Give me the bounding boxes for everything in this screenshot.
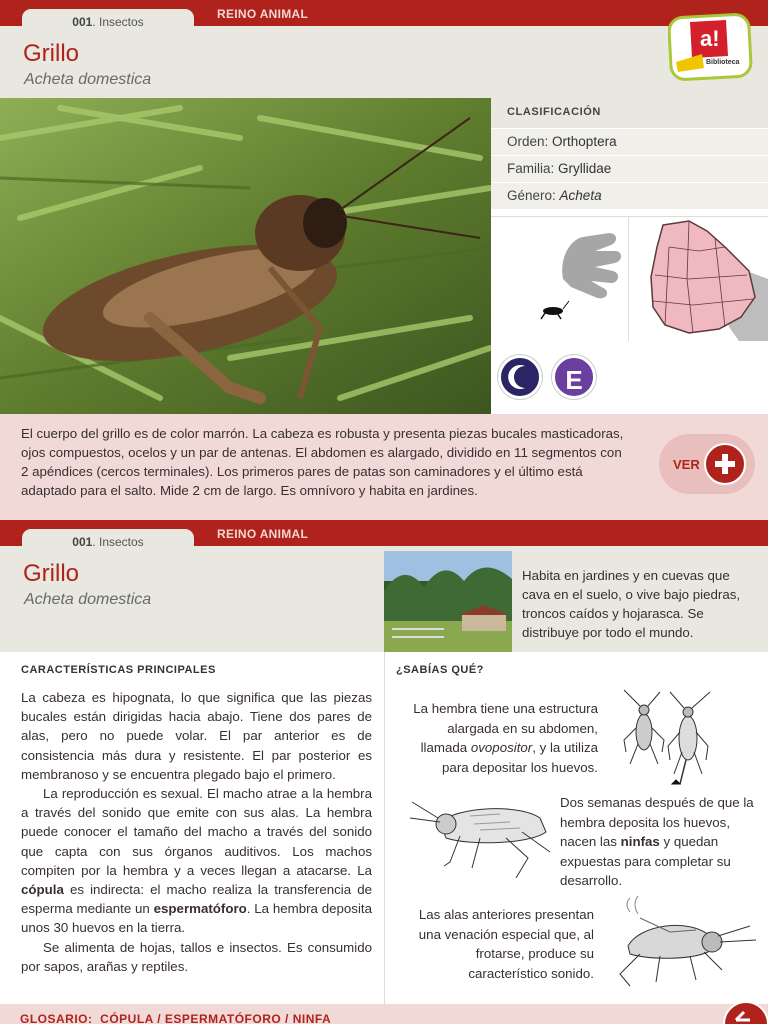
ver-label: VER xyxy=(673,457,700,472)
classification-order: Orden: Orthoptera xyxy=(491,128,768,155)
fact-wings-sound: Las alas anteriores presentan una venación especial que, al frotarse, produce su característico sonido. xyxy=(418,907,594,981)
plus-icon[interactable] xyxy=(704,443,746,485)
paragraph-anatomy: La cabeza es hipognata, lo que significa que las piezas bucales están dirigidas hacia abajo. Tiene dos pares de alas, pero no puede volar. El par anterior es de consistencia más dura y resistente. El par posterior es membranoso y se encuentra plegado bajo el primero. xyxy=(21,690,372,782)
classification-panel xyxy=(491,98,768,414)
logo-text: Biblioteca xyxy=(706,59,740,66)
glossary: GLOSARIO: CÓPULA / ESPERMATÓFORO / NINFA xyxy=(20,1012,332,1024)
term-ninfa[interactable]: ninfas xyxy=(620,834,660,849)
category-tab xyxy=(22,9,194,35)
svg-text:a!: a! xyxy=(700,26,720,51)
paragraph-reproduction: La reproducción es sexual. El macho atrae a la hembra a través del sonido que emite con sus alas. La hembra puede conocer el tamaño del macho a través del sonido que capta con sus órganos auditivos. Los machos compiten por la hembra y a veces llegan a atacarse. La cópula es indirecta: el macho realiza la transferencia de esperma mediante un espermatóforo. La hembra deposita unos 30 huevos en la tierra. xyxy=(21,786,372,936)
description-text: El cuerpo del grillo es de color marrón. La cabeza es robusta y presenta piezas bucales masticadoras, ojos compuestos, ocelos y un par de antenas. El abdomen es alargado, dividido en 11 segmentos con 2 apéndices (cercos terminales). Los primeros pares de patas son caminadores y el último está adaptado para el salto. Mide 2 cm de largo. Es omnívoro y habita en jardines. xyxy=(21,426,624,498)
card-number: 001 xyxy=(72,15,93,29)
facts-heading: ¿SABÍAS QUÉ? xyxy=(396,664,484,676)
scientific-name: Acheta domestica xyxy=(24,71,152,88)
paragraph-diet: Se alimenta de hojas, tallos e insectos. Es consumido por sapos, arañas y reptiles. xyxy=(21,939,372,974)
term-espermatoforo[interactable]: espermatóforo xyxy=(153,901,247,917)
habitat-text: Habita en jardines y en cuevas que cava en el suelo, o vive bajo piedras, troncos caídos y hojarasca. Se distribuye por todo el mundo. xyxy=(522,568,741,640)
scientific-name-2: Acheta domestica xyxy=(24,591,152,608)
distribution-map xyxy=(629,217,768,341)
glossary-espermatoforo[interactable]: ESPERMATÓFORO xyxy=(164,1012,282,1024)
card-number-2: 001 xyxy=(72,535,93,549)
glossary-copula[interactable]: CÓPULA xyxy=(100,1012,154,1024)
size-and-map-row xyxy=(491,216,768,340)
fact-ovipositor: La hembra tiene una estructura alargada en su abdomen, llamada ovopositor, y la utiliza para depositar los huevos. xyxy=(413,701,598,775)
size-comparison-icon xyxy=(491,217,628,341)
fact-nymphs: Dos semanas después de que la hembra deposita los huevos, nacen las ninfas y quedan expuestas para completar su desarrollo. xyxy=(560,795,754,888)
section-label: REINO ANIMAL xyxy=(217,7,309,21)
species-title: Grillo xyxy=(23,40,80,67)
category-e-badge[interactable]: E xyxy=(552,355,596,399)
habitat-photo xyxy=(384,551,512,652)
term-copula[interactable]: cópula xyxy=(21,882,64,898)
category-tab-2 xyxy=(22,529,194,555)
nymph-illustration xyxy=(410,788,560,878)
glossary-ninfa[interactable]: NINFA xyxy=(292,1012,332,1024)
back-button[interactable] xyxy=(720,1002,768,1024)
crickets-illustration xyxy=(610,688,730,792)
section-label-2: REINO ANIMAL xyxy=(217,527,309,541)
characteristics-text xyxy=(21,688,372,976)
species-title-2: Grillo xyxy=(23,560,80,587)
moon-icon[interactable] xyxy=(498,355,542,399)
chirping-cricket-illustration xyxy=(600,896,756,990)
classification-heading: CLASIFICACIÓN xyxy=(491,98,768,128)
cricket-photo xyxy=(0,98,491,414)
characteristics-heading: CARACTERÍSTICAS PRINCIPALES xyxy=(21,664,216,676)
description-panel xyxy=(0,414,768,520)
library-logo[interactable] xyxy=(668,12,754,82)
category-label-2: . Insectos xyxy=(92,535,144,549)
classification-family: Familia: Gryllidae xyxy=(491,155,768,182)
category-label: . Insectos xyxy=(92,15,144,29)
column-divider xyxy=(384,652,385,1004)
classification-genus: Género: Acheta xyxy=(491,182,768,209)
